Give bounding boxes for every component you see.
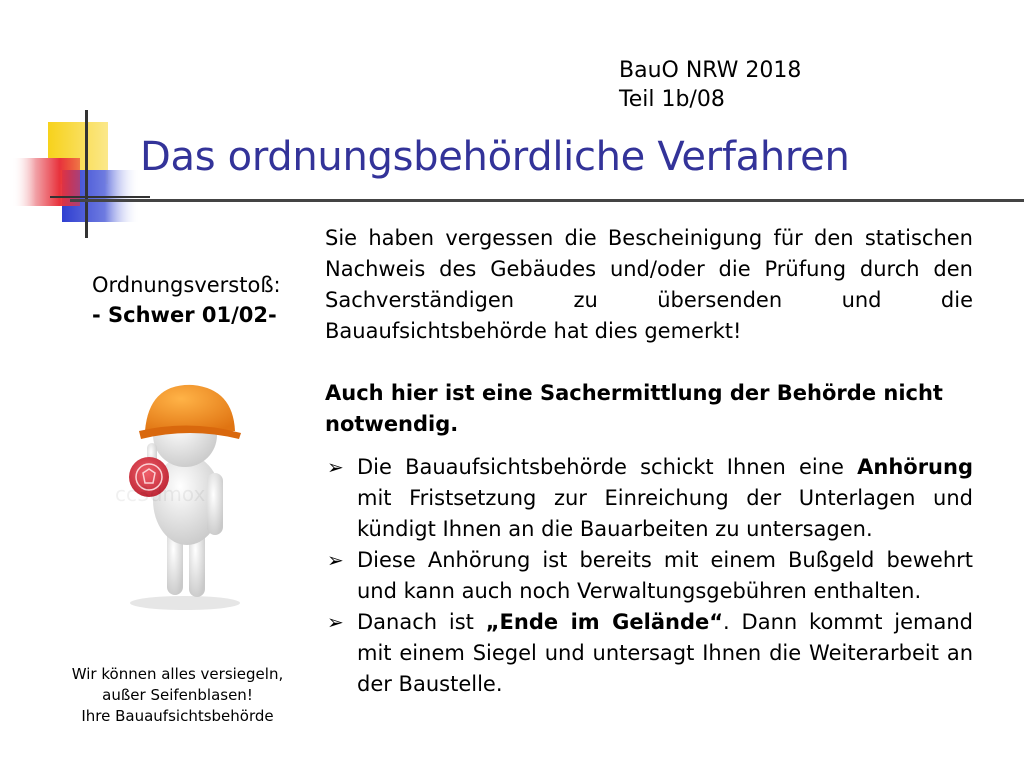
watermark-text: cc3dmox: [115, 482, 206, 506]
main-content: [325, 223, 973, 700]
slide-title: Das ordnungsbehördliche Verfahren: [140, 134, 850, 180]
violation-label: Ordnungsverstoß:: [92, 273, 281, 297]
bullet-item-fine: [325, 545, 973, 607]
bullet1-text-after: mit Fristsetzung zur Einreichung der Unterlagen und kündigt Ihnen an die Bauarbeiten zu untersagen.: [357, 486, 973, 541]
slide-reference: [619, 56, 801, 114]
bullet-item-hearing: [325, 452, 973, 545]
arrow-bullet-icon: ➢: [327, 548, 344, 572]
bullet-list: [325, 452, 973, 700]
bullet1-bold: Anhörung: [857, 455, 973, 479]
bullet2-text: Diese Anhörung ist bereits mit einem Bußgeld bewehrt und kann auch noch Verwaltungsgebühren enthalten.: [357, 548, 973, 603]
caption-line3: Ihre Bauaufsichtsbehörde: [81, 707, 274, 725]
caption-line2: außer Seifenblasen!: [102, 686, 253, 704]
emphasis-paragraph: Auch hier ist eine Sachermittlung der Behörde nicht notwendig.: [325, 381, 943, 436]
bullet3-bold: „Ende im Gelände“: [485, 610, 724, 634]
bullet3-text-before: Danach ist: [357, 610, 486, 634]
title-underline: [70, 199, 1024, 202]
bullet3-text-after: . Dann kommt jemand mit einem Siegel und untersagt Ihnen die Weiterarbeit an der Baustelle.: [357, 610, 973, 696]
arrow-bullet-icon: ➢: [327, 610, 344, 634]
violation-info: [92, 270, 281, 330]
reference-line2: Teil 1b/08: [619, 87, 725, 112]
bullet-item-stop: [325, 607, 973, 700]
intro-paragraph: Sie haben vergessen die Bescheinigung für den statischen Nachweis des Gebäudes und/oder die Prüfung durch den Sachverständigen zu übersenden und die Bauaufsichtsbehörde hat dies gemerkt!: [325, 226, 973, 343]
bullet1-text-before: Die Bauaufsichtsbehörde schickt Ihnen eine: [357, 455, 858, 479]
arrow-bullet-icon: ➢: [327, 455, 344, 479]
caption-line1: Wir können alles versiegeln,: [71, 665, 284, 683]
worker-with-seal-illustration: [95, 375, 275, 615]
reference-line1: BauO NRW 2018: [619, 58, 802, 83]
decorative-squares: [0, 100, 150, 240]
violation-severity: - Schwer 01/02-: [92, 303, 277, 327]
illustration-caption: [40, 664, 315, 727]
